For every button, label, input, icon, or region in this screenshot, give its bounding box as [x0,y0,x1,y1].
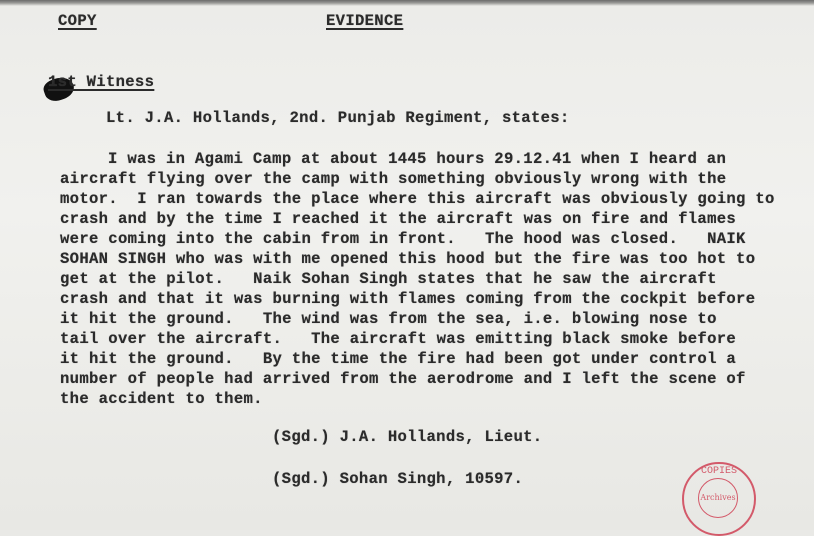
stamp-center-text: Archives [698,478,738,518]
stamp-ring-text: COPIES [700,466,737,477]
signature-sohan-singh: (Sgd.) Sohan Singh, 10597. [272,470,524,488]
statement-line: I was in Agami Camp at about 1445 hours 29.12.41 when I heard an [108,150,727,168]
statement-line: get at the pilot. Naik Sohan Singh states that he saw the aircraft [60,270,717,288]
statement-line: it hit the ground. By the time the fire had been got under control a [60,350,737,368]
statement-line: were coming into the cabin from in front. The hood was closed. NAIK [60,230,746,248]
statement-line: number of people had arrived from the aerodrome and I left the scene of [60,370,746,388]
archive-stamp [682,462,756,536]
statement-line: tail over the aircraft. The aircraft was emitting black smoke before [60,330,737,348]
document-title: EVIDENCE [326,12,404,30]
statement-line: the accident to them. [60,390,263,408]
statement-line: SOHAN SINGH who was with me opened this hood but the fire was too hot to [60,250,756,268]
statement-line: crash and that it was burning with flames coming from the cockpit before [60,290,756,308]
witness-intro: Lt. J.A. Hollands, 2nd. Punjab Regiment, states: [106,109,570,127]
statement-line: aircraft flying over the camp with something obviously wrong with the [60,170,727,188]
statement-line: crash and by the time I reached it the aircraft was on fire and flames [60,210,737,228]
statement-line: motor. I ran towards the place where this aircraft was obviously going to [60,190,775,208]
section-heading: 1st Witness [48,73,155,91]
copy-label: COPY [58,12,97,30]
statement-line: it hit the ground. The wind was from the sea, i.e. blowing nose to [60,310,717,328]
signature-hollands: (Sgd.) J.A. Hollands, Lieut. [272,428,543,446]
